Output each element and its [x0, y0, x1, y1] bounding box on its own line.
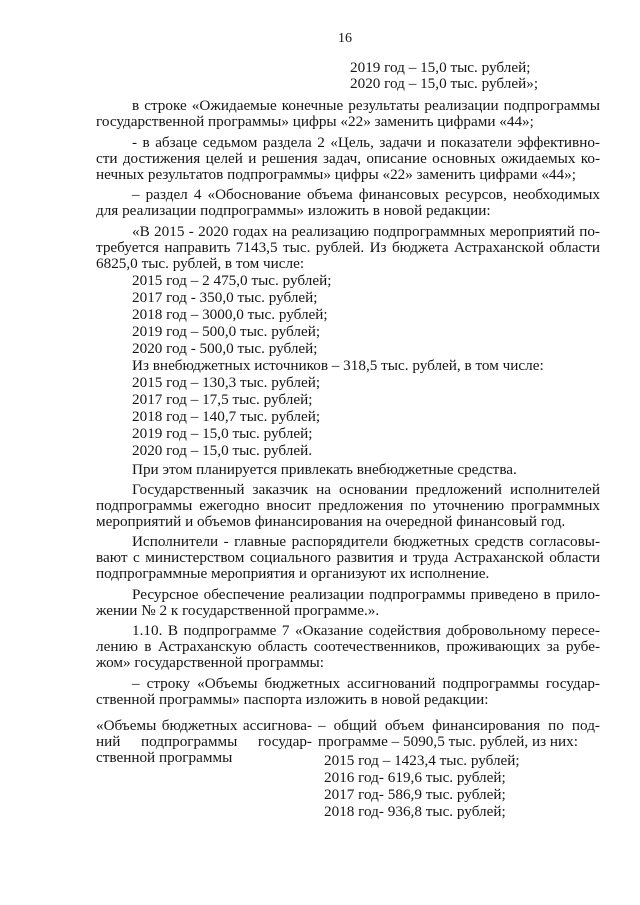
text-line: Из внебюджетных источников – 318,5 тыс. рублей, в том числе: — [132, 357, 544, 374]
text-line: 2019 год – 15,0 тыс. рублей; — [132, 425, 313, 442]
text-line: мероприятий и объемов финансирования на очередной финансовый год. — [96, 513, 566, 530]
table-value-line: 2016 год- 619,6 тыс. рублей; — [324, 769, 506, 786]
text-line: 2018 год – 140,7 тыс. рублей; — [132, 408, 321, 425]
text-line: 2015 год – 130,3 тыс. рублей; — [132, 374, 321, 391]
text-line: подпрограммы ежегодно вносит предложения по уточнению программных — [96, 497, 600, 514]
text-line: 2020 год – 15,0 тыс. рублей»; — [350, 75, 539, 92]
text-line: – строку «Объемы бюджетных ассигнований подпрограммы государ- — [132, 675, 600, 692]
table-value-line: программе – 5090,5 тыс. рублей, из них: — [318, 733, 578, 750]
table-label-line: «Объемы бюджетных ассигнова- — [96, 717, 312, 734]
table-value-line: – общий объем финансирования по под- — [318, 717, 600, 734]
text-line: жении № 2 к государственной программе.». — [96, 602, 380, 619]
text-line: Государственный заказчик на основании предложений исполнителей — [132, 481, 600, 498]
text-line: Исполнители - главные распорядители бюджетных средств согласовы- — [132, 533, 600, 550]
table-value-line: 2017 год- 586,9 тыс. рублей; — [324, 786, 506, 803]
text-line: лению в Астраханскую область соотечественников, проживающих за рубе- — [96, 638, 600, 655]
text-line: 2019 год – 15,0 тыс. рублей; — [350, 59, 531, 76]
table-label-line: ний подпрограммы госудаp- — [96, 733, 312, 750]
text-line: 2017 год - 350,0 тыс. рублей; — [132, 289, 318, 306]
text-line: сти достижения целей и решения задач, описание основных ожидаемых ко- — [96, 150, 600, 167]
table-value-line: 2018 год- 936,8 тыс. рублей; — [324, 803, 506, 820]
text-line: 2015 год – 2 475,0 тыс. рублей; — [132, 272, 332, 289]
text-line: Ресурсное обеспечение реализации подпрограммы приведено в прило- — [132, 586, 600, 603]
text-line: жом» государственной программы: — [96, 654, 324, 671]
text-line: При этом планируется привлекать внебюджетные средства. — [132, 461, 517, 478]
text-line: «В 2015 - 2020 годах на реализацию подпрограммных мероприятий по- — [132, 223, 600, 240]
text-line: – раздел 4 «Обоснование объема финансовых ресурсов, необходимых — [132, 186, 600, 203]
text-line: государственной программы» цифры «22» заменить цифрами «44»; — [96, 113, 534, 130]
text-line: требуется направить 7143,5 тыс. рублей. Из бюджета Астраханской области — [96, 239, 600, 256]
text-line: 2020 год - 500,0 тыс. рублей; — [132, 340, 318, 357]
text-line: нечных результатов подпрограммы» цифры «22» заменить цифрами «44»; — [96, 166, 576, 183]
table-label-line: ственной программы — [96, 749, 233, 766]
text-line: - в абзаце седьмом раздела 2 «Цель, задачи и показатели эффективно- — [132, 134, 600, 151]
text-line: 2018 год – 3000,0 тыс. рублей; — [132, 306, 328, 323]
text-line: 2020 год – 15,0 тыс. рублей. — [132, 442, 313, 459]
text-line: для реализации подпрограммы» изложить в новой редакции: — [96, 202, 491, 219]
text-line: 2019 год – 500,0 тыс. рублей; — [132, 323, 321, 340]
text-line: 2017 год – 17,5 тыс. рублей; — [132, 391, 313, 408]
text-line: вают с министерством социального развития и труда Астраханской области — [96, 549, 600, 566]
text-line: ственной программы» паспорта изложить в новой редакции: — [96, 691, 489, 708]
text-line: 1.10. В подпрограмме 7 «Оказание содействия добровольному пересе- — [132, 622, 600, 639]
text-line: 6825,0 тыс. рублей, в том числе: — [96, 255, 305, 272]
page-number: 16 — [338, 31, 352, 46]
text-line: подпрограммные мероприятия и организуют их исполнение. — [96, 565, 490, 582]
table-value-line: 2015 год – 1423,4 тыс. рублей; — [324, 752, 520, 769]
text-line: в строке «Ожидаемые конечные результаты реализации подпрограммы — [132, 97, 600, 114]
